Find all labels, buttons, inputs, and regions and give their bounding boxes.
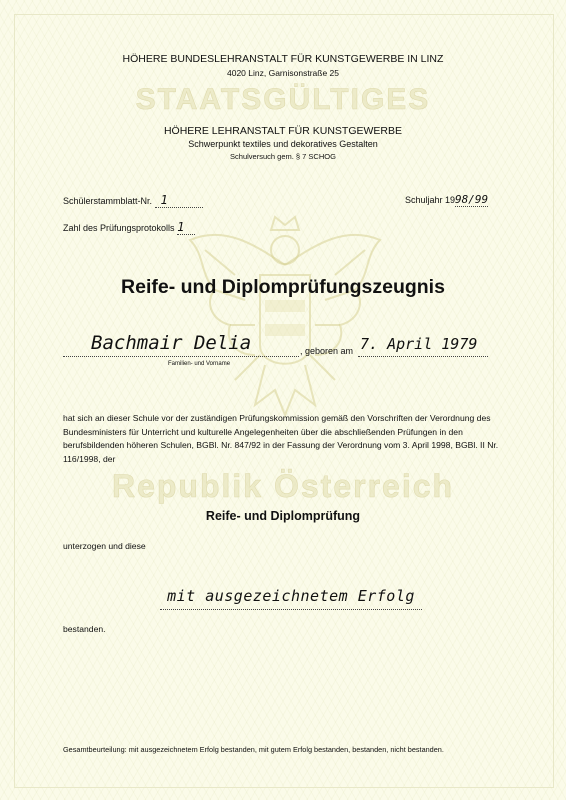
name-caption: Familien- und Vorname [168,361,231,367]
result-line [160,587,422,610]
stammblatt-label: Schülerstammblatt-Nr. [63,196,153,206]
birthdate-line [358,334,488,357]
stammblatt-field [63,193,203,208]
born-label: , geboren am [300,346,354,356]
schuljahr-value: 98/99 [455,193,489,206]
birthdate: 7. April 1979 [360,335,478,353]
watermark-top-text: STAATSGÜLTIGES [135,83,431,116]
exam-title: Reife- und Diplomprüfung [205,509,361,523]
passed-text: bestanden. [63,624,106,634]
student-name: Bachmair Delia [91,332,252,354]
stammblatt-value: 1 [155,193,203,208]
result-text: mit ausgezeichnetem Erfolg [167,587,415,605]
name-line [63,332,299,357]
overall-grading-legend: Gesamtbeurteilung: mit ausgezeichnetem Erfolg bestanden, mit gutem Erfolg bestanden, bestanden, nicht bestanden. [63,745,444,754]
body-paragraph: hat sich an dieser Schule vor der zuständigen Prüfungskommission gemäß den Vorschriften der Verordnung des Bundesministers für Unterricht und kulturelle Angelegenheiten über die abschließenden Prüfungen in den berufsbildenden höheren Schulen, BGBl. Nr. 847/92 in der Fassung der Verordnung vom 3. April 1998, BGBl. II Nr. 116/1998, der [63,413,499,464]
institution-name: HÖHERE LEHRANSTALT FÜR KUNSTGEWERBE [163,125,403,137]
protokoll-label: Zahl des Prüfungsprotokolls [63,223,175,233]
schuljahr-field [405,193,488,207]
submitted-text: unterzogen und diese [63,541,146,551]
certificate-title: Reife- und Diplomprüfungszeugnis [121,276,445,298]
focus-line: Schwerpunkt textiles und dekoratives Gestalten [188,139,378,149]
austrian-eagle-coat-of-arms-watermark [175,205,395,435]
schuljahr-label: Schuljahr 19 [405,195,456,205]
school-trial-line: Schulversuch gem. § 7 SCHOG [230,152,336,161]
school-name: HÖHERE BUNDESLEHRANSTALT FÜR KUNSTGEWERBE IN LINZ [122,53,444,65]
protokoll-field [63,220,195,235]
watermark-bottom-text: Republik Österreich [111,468,455,504]
protokoll-value: 1 [177,220,195,235]
school-address: 4020 Linz, Garnisonstraße 25 [227,68,339,78]
